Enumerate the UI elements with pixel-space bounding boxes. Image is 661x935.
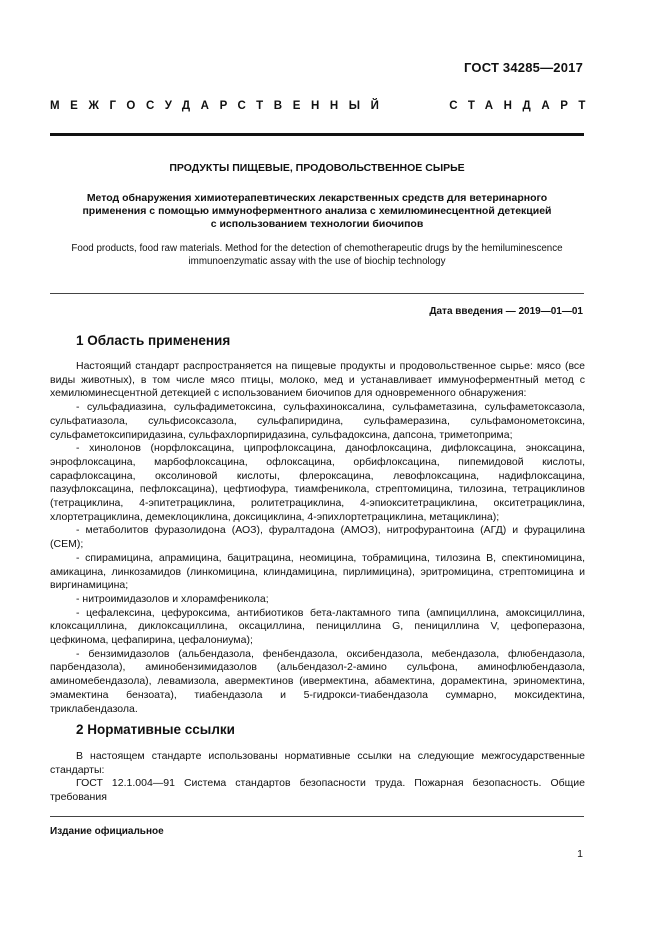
english-title-line: Food products, food raw materials. Method for the detection of chemotherapeutic drugs by the hemiluminescence xyxy=(71,243,563,254)
normative-reference: ГОСТ 12.1.004—91 Система стандартов безопасности труда. Пожарная безопасность. Общие требования xyxy=(50,777,585,804)
list-item: - метаболитов фуразолидона (АОЗ), фуралтадона (АМОЗ), нитрофурантоина (АГД) и фурацилина (СЕМ); xyxy=(50,524,585,551)
standard-word: СТАНДАРТ xyxy=(449,100,596,112)
official-edition-label: Издание официальное xyxy=(50,826,164,837)
section-1-heading: 1 Область применения xyxy=(76,333,231,348)
introduction-date: Дата введения — 2019—01—01 xyxy=(429,306,583,317)
subtitle-line: с использованием технологии биочипов xyxy=(210,218,424,230)
section-2-body xyxy=(50,750,585,805)
list-item: - цефалексина, цефуроксима, антибиотиков бета-лактамного типа (ампициллина, амоксициллина, клоксациллина, диклоксациллина, оксациллина, пенициллина G, пенициллина V, цефоперазона, цефкинома, цефапирина, цефалониума); xyxy=(50,606,585,647)
english-title-line: immunoenzymatic assay with the use of biochip technology xyxy=(188,256,446,267)
paragraph: Настоящий стандарт распространяется на пищевые продукты и продовольственное сырье: мясо (все виды животных), в том числе мясо птицы, молоко, мед и устанавливает иммуноферментный метод с хемилюминесцентной детекцией с использованием биочипов для одновременного обнаружения: xyxy=(50,360,585,400)
title-divider xyxy=(50,293,584,294)
interstate-standard-banner xyxy=(50,100,596,112)
gost-code: ГОСТ 34285—2017 xyxy=(464,60,583,75)
section-2-heading: 2 Нормативные ссылки xyxy=(76,722,235,737)
document-title: ПРОДУКТЫ ПИЩЕВЫЕ, ПРОДОВОЛЬСТВЕННОЕ СЫРЬЕ xyxy=(169,162,465,174)
document-subtitle xyxy=(50,192,584,231)
english-title xyxy=(50,242,584,268)
list-item: - сульфадиазина, сульфадиметоксина, сульфахиноксалина, сульфаметазина, сульфаметоксазола, сульфатиазола, сульфисоксазола, сульфапиридина, сульфамеразина, сульфамонометоксина, сульфаметоксипиридазина, сульфахлорпиридазина, сульфадоксина, дапсона, триметоприма; xyxy=(50,401,585,441)
subtitle-line: Метод обнаружения химиотерапевтических лекарственных средств для ветеринарного xyxy=(86,192,548,204)
paragraph: В настоящем стандарте использованы нормативные ссылки на следующие межгосударственные стандарты: xyxy=(50,750,585,776)
list-item: - нитроимидазолов и хлорамфеникола; xyxy=(76,592,269,605)
page-number: 1 xyxy=(577,848,583,860)
list-item: - хинолонов (норфлоксацина, ципрофлоксацина, данофлоксацина, дифлоксацина, эноксацина, энрофлоксацина, марбофлоксацина, офлоксацина, орбифлоксацина, пипемидовой кислоты, сарафлоксацина, оксолиновой кислоты, флероксацина, левофлоксацина, надифлоксацина, пазуфлоксацина, пефлоксацина), цефтиофура, тиамфеникола, стрептомицина, тилозина, тетрациклинов (тетрациклина, 4-эпитетрациклина, ролитетрациклина, 4-эпиокситетрациклина, окситетрациклина, хлортетрациклина, демеклоциклина, доксициклина, 4-эпихлортетрациклина, метациклина); xyxy=(50,442,585,523)
list-item: - спирамицина, апрамицина, бацитрацина, неомицина, тобрамицина, тилозина В, спектиномицина, амикацина, линкозамидов (линкомицина, клиндамицина, пирлимицина), эритромицина, стрептомицина и виргинамицина; xyxy=(50,551,585,592)
footer-divider xyxy=(50,816,584,817)
section-1-body xyxy=(50,360,585,716)
subtitle-line: применения с помощью иммуноферментного анализа с хемилюминесцентной детекцией xyxy=(82,205,552,217)
header-divider xyxy=(50,133,584,136)
list-item: - бензимидазолов (альбендазола, фенбендазола, оксибендазола, мебендазола, флюбендазола, парбендазола), аминобензимидазолов (альбендазол-2-амино сульфона, аминофлюбендазола, аминомебендазола), левамизола, авермектинов (ивермектина, абамектина, дорамектина, эриномектина, эмамектина бензоата), тиабендазола и 5-гидрокси-тиабендазола суммарно, моксидектина, триклабендазола. xyxy=(50,647,585,715)
interstate-word: МЕЖГОСУДАРСТВЕННЫЙ xyxy=(50,100,390,112)
